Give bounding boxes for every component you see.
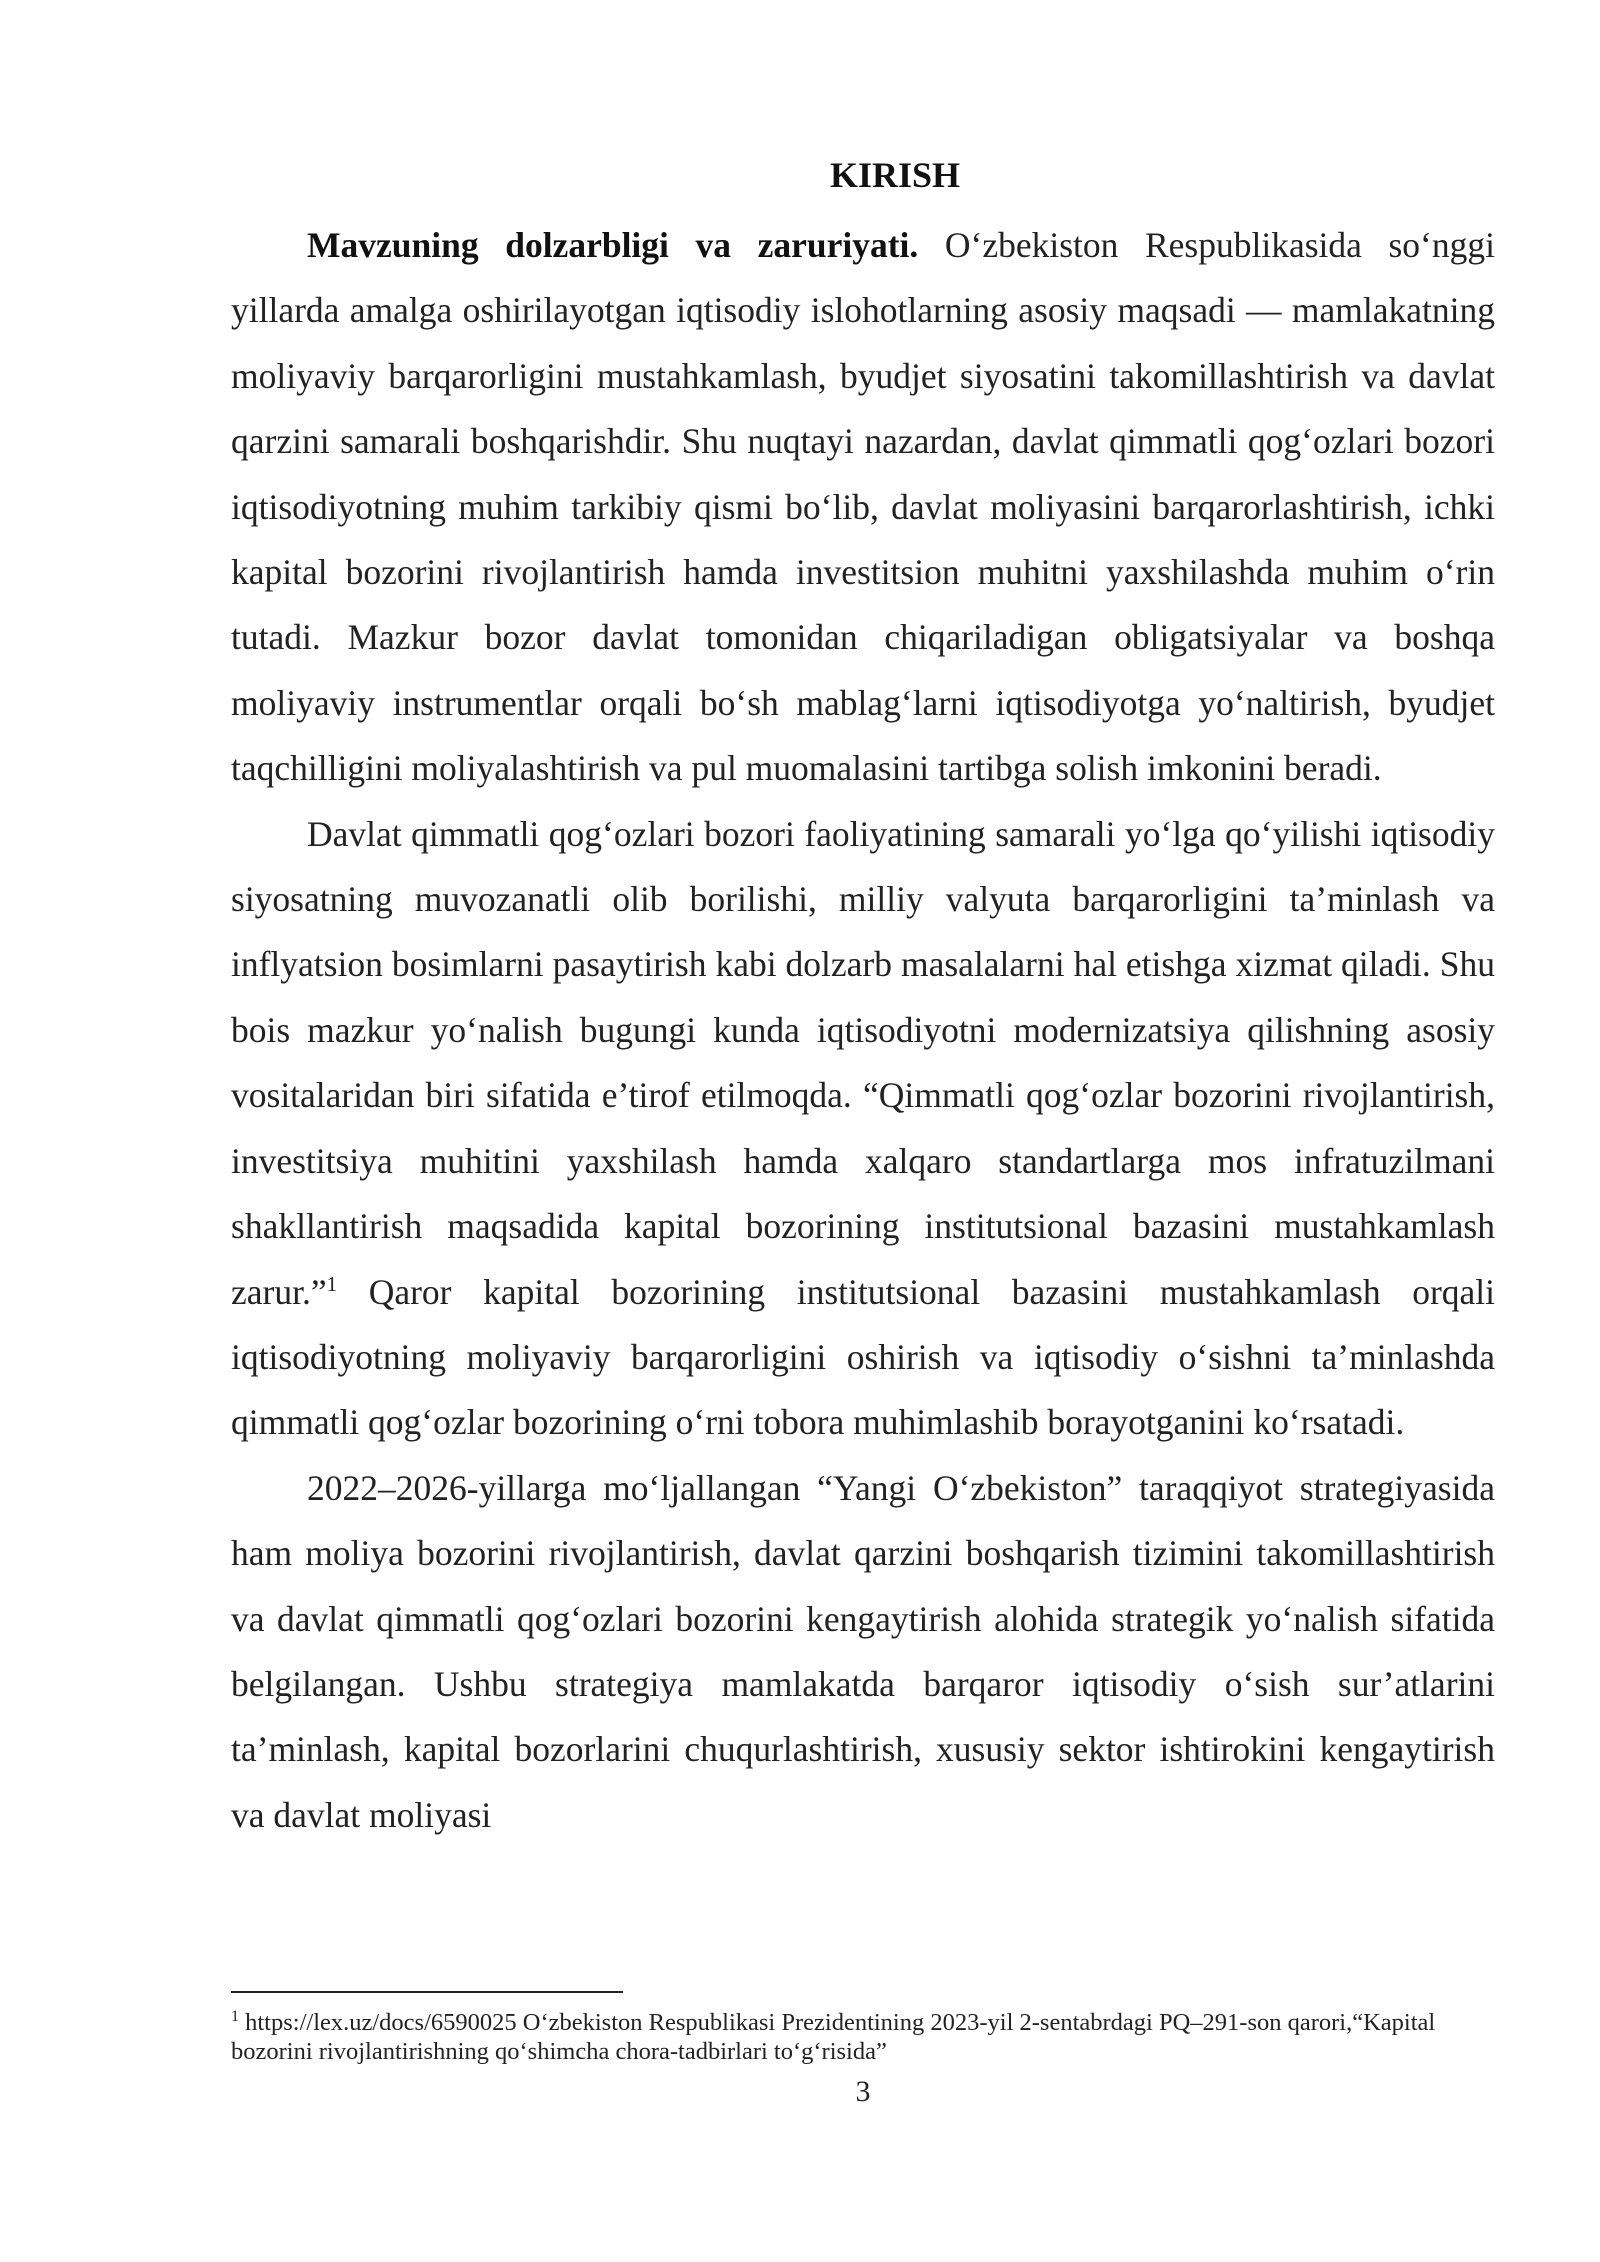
paragraph-strategy [231, 1456, 1495, 1848]
paragraph-lead: Mavzuning dolzarbligi va zaruriyati. [307, 225, 919, 265]
paragraph-text: Davlat qimmatli qog‘ozlari bozori faoliyatining samarali yo‘lga qo‘yilishi iqtisodiy siyosatning muvozanatli olib borilishi, milliy valyuta barqarorligini ta’minlash va inflyatsion bosimlarni pasaytirish kabi dolzarb masalalarni hal etishga xizmat qiladi. Shu bois mazkur yo‘nalish bugungi kunda iqtisodiyotni modernizatsiya qilishning asosiy vositalaridan biri sifatida e’tirof etilmoqda. “Qimmatli qog‘ozlar bozorini rivojlantirish, investitsiya muhitini yaxshilash hamda xalqaro standartlarga mos infratuzilmani shakllantirish maqsadida kapital bozorining institutsional bazasini mustahkamlash zarur.” [231, 813, 1495, 1312]
paragraph-securities-market [231, 802, 1495, 1456]
paragraph-text: O‘zbekiston Respublikasida so‘nggi yillarda amalga oshirilayotgan iqtisodiy islohotlarning asosiy maqsadi — mamlakatning moliyaviy barqarorligini mustahkamlash, byudjet siyosatini takomillashtirish va davlat qarzini samarali boshqarishdir. Shu nuqtayi nazardan, davlat qimmatli qog‘ozlari bozori iqtisodiyotning muhim tarkibiy qismi bo‘lib, davlat moliyasini barqarorlashtirish, ichki kapital bozorini rivojlantirish hamda investitsion muhitni yaxshilashda muhim o‘rin tutadi. Mazkur bozor davlat tomonidan chiqariladigan obligatsiyalar va boshqa moliyaviy instrumentlar orqali bo‘sh mablag‘larni iqtisodiyotga yo‘naltirish, byudjet taqchilligini moliyalashtirish va pul muomalasini tartibga solish imkonini beradi. [231, 225, 1495, 789]
page-number: 3 [855, 2075, 871, 2108]
paragraph-text: 2022–2026-yillarga mo‘ljallangan “Yangi O‘zbekiston” taraqqiyot strategiyasida ham moliya bozorini rivojlantirish, davlat qarzini boshqarish tizimini takomillashtirish va davlat qimmatli qog‘ozlari bozorini kengaytirish alohida strategik yo‘nalish sifatida belgilangan. Ushbu strategiya mamlakatda barqaror iqtisodiy o‘sish sur’atlarini ta’minlash, kapital bozorlarini chuqurlashtirish, xususiy sektor ishtirokini kengaytirish va davlat moliyasi [231, 1467, 1495, 1835]
footnote [231, 2008, 1495, 2066]
footnote-separator [231, 1991, 623, 1993]
body-text [231, 213, 1495, 1848]
paragraph-relevance [231, 213, 1495, 802]
footnote-reference: 1 [326, 1271, 338, 1296]
footnote-number: 1 [231, 2007, 239, 2025]
paragraph-text: Qaror kapital bozorining institutsional bazasini mustahkamlash orqali iqtisodiyotning moliyaviy barqarorligini oshirish va iqtisodiy o‘sishni ta’minlashda qimmatli qog‘ozlar bozorining o‘rni tobora muhimlashib borayotganini ko‘rsatadi. [231, 1271, 1495, 1443]
page-heading: KIRISH [829, 155, 961, 195]
footnote-text: https://lex.uz/docs/6590025 O‘zbekiston Respublikasi Prezidentining 2023-yil 2-sentabrdagi PQ–291-son qarori,“Kapital bozorini rivojlantirishning qo‘shimcha chora-tadbirlari to‘g‘risida” [231, 2009, 1436, 2065]
